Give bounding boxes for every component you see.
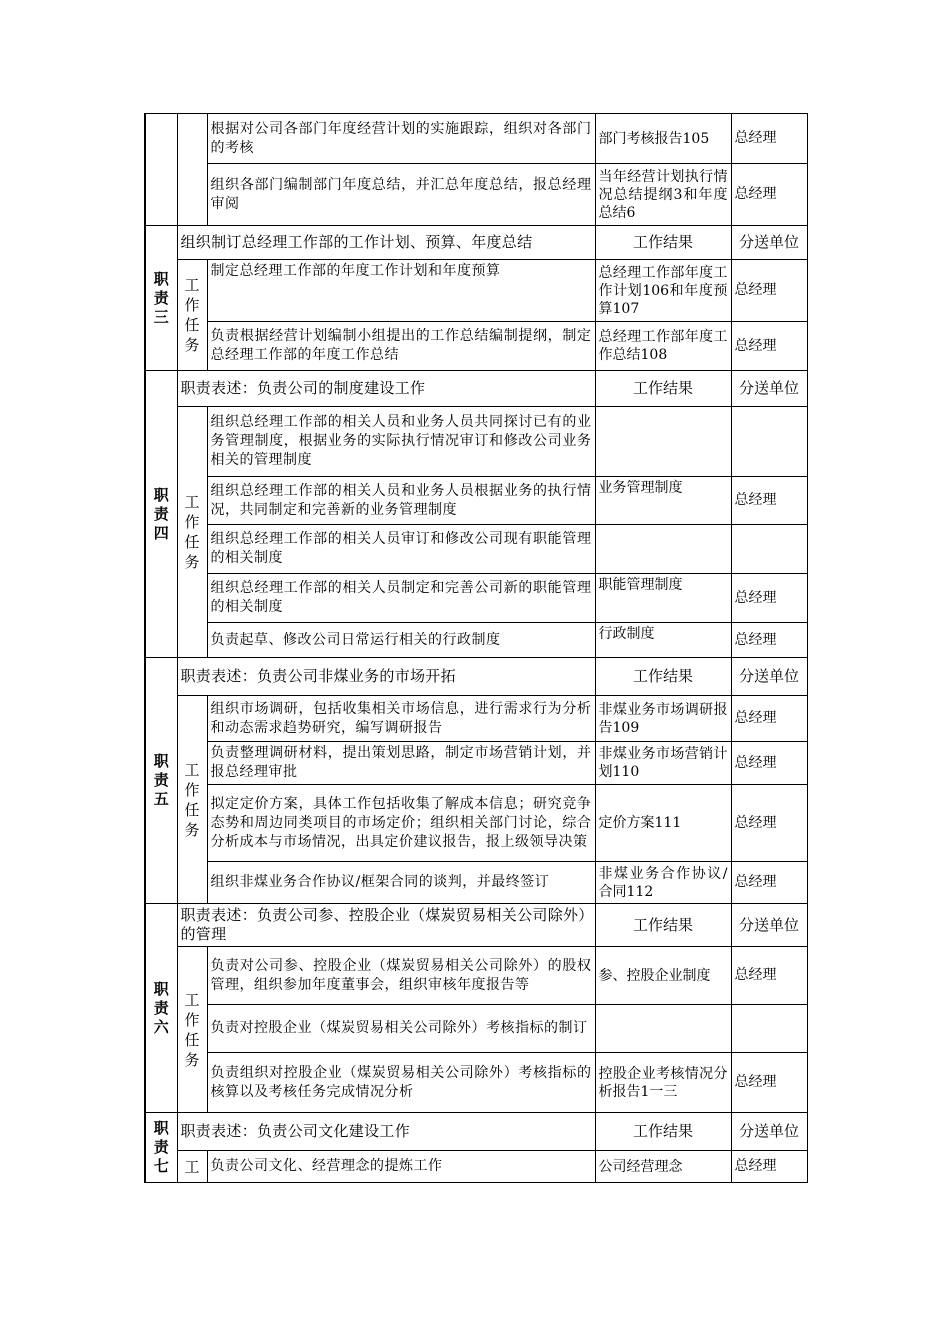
duty-summary: 职责表述：负责公司文化建设工作 bbox=[177, 1113, 595, 1151]
distribution-unit: 总经理 bbox=[731, 1053, 807, 1113]
work-result bbox=[595, 1005, 731, 1053]
work-result bbox=[595, 407, 731, 477]
distribution-unit: 总经理 bbox=[731, 114, 807, 164]
table-row bbox=[145, 862, 807, 904]
job-responsibility-table bbox=[144, 113, 808, 1183]
table-row bbox=[145, 623, 807, 658]
work-result: 行政制度 bbox=[595, 623, 731, 658]
task-label: 工作任务 bbox=[177, 947, 207, 1113]
distribution-unit: 总经理 bbox=[731, 164, 807, 226]
distribution-unit bbox=[731, 407, 807, 477]
work-result-header: 工作结果 bbox=[595, 226, 731, 260]
distribution-unit: 总经理 bbox=[731, 785, 807, 862]
distribution-unit: 总经理 bbox=[731, 260, 807, 322]
work-result: 职能管理制度 bbox=[595, 574, 731, 623]
distribution-unit: 总经理 bbox=[731, 477, 807, 525]
distribution-unit-header: 分送单位 bbox=[731, 904, 807, 947]
table-row bbox=[145, 260, 807, 322]
task-description: 组织总经理工作部的相关人员和业务人员共同探讨已有的业务管理制度，根据业务的实际执行情况审订和修改公司业务相关的管理制度 bbox=[207, 407, 595, 477]
distribution-unit: 总经理 bbox=[731, 862, 807, 904]
work-result: 参、控股企业制度 bbox=[595, 947, 731, 1005]
work-result: 非煤业务合作协议/合同112 bbox=[595, 862, 731, 904]
task-description: 负责根据经营计划编制小组提出的工作总结编制提纲，制定总经理工作部的年度工作总结 bbox=[207, 322, 595, 371]
table-row bbox=[145, 322, 807, 371]
task-description: 组织总经理工作部的相关人员审订和修改公司现有职能管理的相关制度 bbox=[207, 525, 595, 574]
task-label: 工作任务 bbox=[177, 260, 207, 371]
table-row bbox=[145, 477, 807, 525]
work-result: 控股企业考核情况分析报告1一三 bbox=[595, 1053, 731, 1113]
task-description: 组织市场调研，包括收集相关市场信息，进行需求行为分析和动态需求趋势研究，编写调研报告 bbox=[207, 696, 595, 742]
duty-label: 职责四 bbox=[145, 371, 177, 658]
work-result-header: 工作结果 bbox=[595, 1113, 731, 1151]
task-label: 工 bbox=[177, 1151, 207, 1183]
task-description: 负责组织对控股企业（煤炭贸易相关公司除外）考核指标的核算以及考核任务完成情况分析 bbox=[207, 1053, 595, 1113]
table-row bbox=[145, 696, 807, 742]
task-description: 负责起草、修改公司日常运行相关的行政制度 bbox=[207, 623, 595, 658]
task-description: 制定总经理工作部的年度工作计划和年度预算 bbox=[207, 260, 595, 322]
task-description: 组织非煤业务合作协议/框架合同的谈判，并最终签订 bbox=[207, 862, 595, 904]
table-row bbox=[145, 1151, 807, 1183]
distribution-unit bbox=[731, 1005, 807, 1053]
table-row bbox=[145, 114, 807, 164]
duty-label: 职责三 bbox=[145, 226, 177, 371]
task-description: 组织总经理工作部的相关人员和业务人员根据业务的执行情况，共同制定和完善新的业务管理制度 bbox=[207, 477, 595, 525]
distribution-unit-header: 分送单位 bbox=[731, 371, 807, 407]
task-description: 组织总经理工作部的相关人员制定和完善公司新的职能管理的相关制度 bbox=[207, 574, 595, 623]
task-label-cell bbox=[177, 114, 207, 226]
work-result: 总经理工作部年度工作计划106和年度预算107 bbox=[595, 260, 731, 322]
distribution-unit-header: 分送单位 bbox=[731, 658, 807, 696]
work-result-header: 工作结果 bbox=[595, 371, 731, 407]
distribution-unit: 总经理 bbox=[731, 742, 807, 785]
work-result: 部门考核报告105 bbox=[595, 114, 731, 164]
duty-summary: 职责表述：负责公司非煤业务的市场开拓 bbox=[177, 658, 595, 696]
work-result: 业务管理制度 bbox=[595, 477, 731, 525]
table-row bbox=[145, 785, 807, 862]
distribution-unit: 总经理 bbox=[731, 696, 807, 742]
table-row bbox=[145, 742, 807, 785]
distribution-unit: 总经理 bbox=[731, 947, 807, 1005]
task-description: 组织各部门编制部门年度总结，并汇总年度总结，报总经理审阅 bbox=[207, 164, 595, 226]
table-row bbox=[145, 574, 807, 623]
duty-summary: 职责表述：负责公司的制度建设工作 bbox=[177, 371, 595, 407]
duty-summary-row bbox=[145, 371, 807, 407]
duty-summary: 职责表述：负责公司参、控股企业（煤炭贸易相关公司除外）的管理 bbox=[177, 904, 595, 947]
task-description: 根据对公司各部门年度经营计划的实施跟踪，组织对各部门的考核 bbox=[207, 114, 595, 164]
work-result: 当年经营计划执行情况总结提纲3和年度总结6 bbox=[595, 164, 731, 226]
work-result-header: 工作结果 bbox=[595, 904, 731, 947]
table-row bbox=[145, 164, 807, 226]
task-label: 工作任务 bbox=[177, 696, 207, 904]
duty-summary: 组织制订总经理工作部的工作计划、预算、年度总结 bbox=[177, 226, 595, 260]
duty-label: 职责六 bbox=[145, 904, 177, 1113]
duty-label: 职责七 bbox=[145, 1113, 177, 1183]
task-label: 工作任务 bbox=[177, 407, 207, 658]
distribution-unit: 总经理 bbox=[731, 1151, 807, 1183]
duty-summary-row bbox=[145, 1113, 807, 1151]
table-row bbox=[145, 407, 807, 477]
duty-summary-row bbox=[145, 904, 807, 947]
distribution-unit-header: 分送单位 bbox=[731, 226, 807, 260]
table-row bbox=[145, 1053, 807, 1113]
duty-summary-row bbox=[145, 658, 807, 696]
work-result-header: 工作结果 bbox=[595, 658, 731, 696]
duty-label: 职责五 bbox=[145, 658, 177, 904]
task-description: 负责对公司参、控股企业（煤炭贸易相关公司除外）的股权管理，组织参加年度董事会，组织审核年度报告等 bbox=[207, 947, 595, 1005]
task-description: 负责整理调研材料，提出策划思路，制定市场营销计划，并报总经理审批 bbox=[207, 742, 595, 785]
duty-summary-row bbox=[145, 226, 807, 260]
task-description: 拟定定价方案，具体工作包括收集了解成本信息；研究竞争态势和周边同类项目的市场定价；组织相关部门讨论，综合分析成本与市场情况，出具定价建议报告，报上级领导决策 bbox=[207, 785, 595, 862]
work-result: 非煤业务市场营销计划110 bbox=[595, 742, 731, 785]
distribution-unit: 总经理 bbox=[731, 322, 807, 371]
work-result: 非煤业务市场调研报告109 bbox=[595, 696, 731, 742]
distribution-unit: 总经理 bbox=[731, 574, 807, 623]
table-row bbox=[145, 1005, 807, 1053]
duty-label-cell bbox=[145, 114, 177, 226]
work-result: 定价方案111 bbox=[595, 785, 731, 862]
distribution-unit-header: 分送单位 bbox=[731, 1113, 807, 1151]
table-row bbox=[145, 947, 807, 1005]
task-description: 负责公司文化、经营理念的提炼工作 bbox=[207, 1151, 595, 1183]
work-result bbox=[595, 525, 731, 574]
table-row bbox=[145, 525, 807, 574]
work-result: 总经理工作部年度工作总结108 bbox=[595, 322, 731, 371]
work-result: 公司经营理念 bbox=[595, 1151, 731, 1183]
distribution-unit: 总经理 bbox=[731, 623, 807, 658]
task-description: 负责对控股企业（煤炭贸易相关公司除外）考核指标的制订 bbox=[207, 1005, 595, 1053]
distribution-unit bbox=[731, 525, 807, 574]
